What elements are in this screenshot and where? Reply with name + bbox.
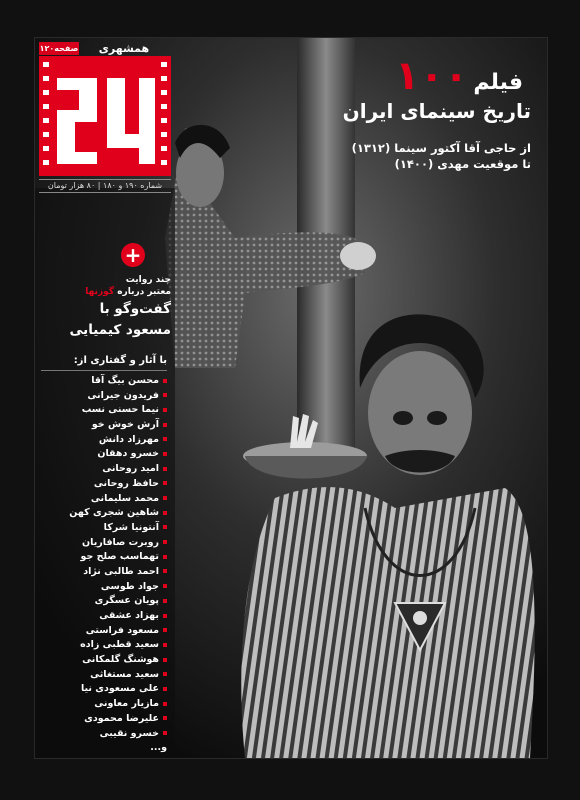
feature-line-1: چند روایت [125, 275, 171, 285]
contributor-item: پویان عسگری [41, 594, 167, 609]
contributor-item: روبرت صافاریان [41, 536, 167, 551]
headline-range [271, 140, 531, 172]
bullet-icon [163, 643, 167, 647]
bullet-icon [163, 540, 167, 544]
bullet-icon [163, 614, 167, 618]
headline-subtitle: تاریخ سینمای ایران [342, 99, 531, 123]
contributor-item: جواد طوسی [41, 580, 167, 595]
contributor-item: امید روحانی [41, 462, 167, 477]
bullet-icon [163, 496, 167, 500]
issue-price-line: شماره ۱۹۰ و ۱۸۰ | ۸۰ هزار تومان [39, 179, 171, 193]
bullet-icon [163, 658, 167, 662]
range-line-1: از حاجی آقا آکتور سینما (۱۳۱۲) [351, 141, 531, 155]
feature-line-2 [41, 286, 171, 298]
contributor-item: آنتونیا شرکا [41, 521, 167, 536]
contributor-item: علیرضا محمودی [41, 712, 167, 727]
contributor-item: مسعود فراستی [41, 624, 167, 639]
bullet-icon [163, 437, 167, 441]
bullet-icon [163, 584, 167, 588]
contributor-item: هوشنگ گلمکانی [41, 653, 167, 668]
feature-line-4: مسعود کیمیایی [69, 322, 171, 338]
contributor-item: فریدون جیرانی [41, 389, 167, 404]
contributor-item: و... [150, 742, 167, 754]
range-line-2: تا موقعیت مهدی (۱۴۰۰) [394, 157, 531, 171]
bullet-icon [163, 569, 167, 573]
bullet-icon [163, 702, 167, 706]
plus-icon: + [121, 243, 145, 267]
bullet-icon [163, 672, 167, 676]
contributor-item: احمد طالبی نژاد [41, 565, 167, 580]
bullet-icon [163, 716, 167, 720]
contributors-heading: با آثار و گفتاری از: [41, 354, 167, 371]
contributor-item: خسرو دهقان [41, 447, 167, 462]
feature-teaser [41, 274, 171, 340]
bullet-icon [163, 511, 167, 515]
contributors-list [41, 374, 167, 756]
contributor-item: خسرو نقیبی [41, 727, 167, 742]
bullet-icon [163, 467, 167, 471]
contributor-item: محسن بیگ آقا [41, 374, 167, 389]
contributor-item: آرش خوش خو [41, 418, 167, 433]
bullet-icon [163, 408, 167, 412]
headline-top [271, 53, 531, 99]
contributor-item: مهرزاد دانش [41, 433, 167, 448]
feature-line-3: گفت‌وگو با [99, 301, 171, 317]
bullet-icon [163, 481, 167, 485]
headline-number: ۱۰۰ [395, 53, 469, 99]
contributor-item: سعید قطبی زاده [41, 638, 167, 653]
headline-word: فیلم [473, 70, 523, 95]
bullet-icon [163, 687, 167, 691]
masthead [39, 42, 171, 190]
contributor-item: شاهین شجری کهن [41, 506, 167, 521]
bullet-icon [163, 555, 167, 559]
bullet-icon [163, 379, 167, 383]
contributors [41, 354, 167, 756]
bullet-icon [163, 525, 167, 529]
feature-film-title: گوزنها [85, 287, 115, 297]
feature-line-2-prefix: معتبر درباره [117, 287, 171, 297]
bullet-icon [163, 731, 167, 735]
bullet-icon [163, 452, 167, 456]
contributor-item: نیما حسنی نسب [41, 403, 167, 418]
contributor-item: مازیار معاونی [41, 697, 167, 712]
magazine-cover [34, 37, 548, 759]
contributor-item: سعید مستغاثی [41, 668, 167, 683]
contributor-item: بهزاد عشقی [41, 609, 167, 624]
bullet-icon [163, 423, 167, 427]
contributor-item: حافظ روحانی [41, 477, 167, 492]
bullet-icon [163, 599, 167, 603]
headline [271, 53, 531, 172]
bullet-icon [163, 628, 167, 632]
contributor-item: محمد سلیمانی [41, 492, 167, 507]
magazine-name: همشهری [98, 42, 150, 55]
contributor-item: علی مسعودی نیا [41, 682, 167, 697]
contributor-item: تهماسب صلح جو [41, 550, 167, 565]
pages-badge: ۱۲۰صفحه [39, 44, 79, 53]
bullet-icon [163, 393, 167, 397]
film-24-logo [39, 56, 171, 176]
